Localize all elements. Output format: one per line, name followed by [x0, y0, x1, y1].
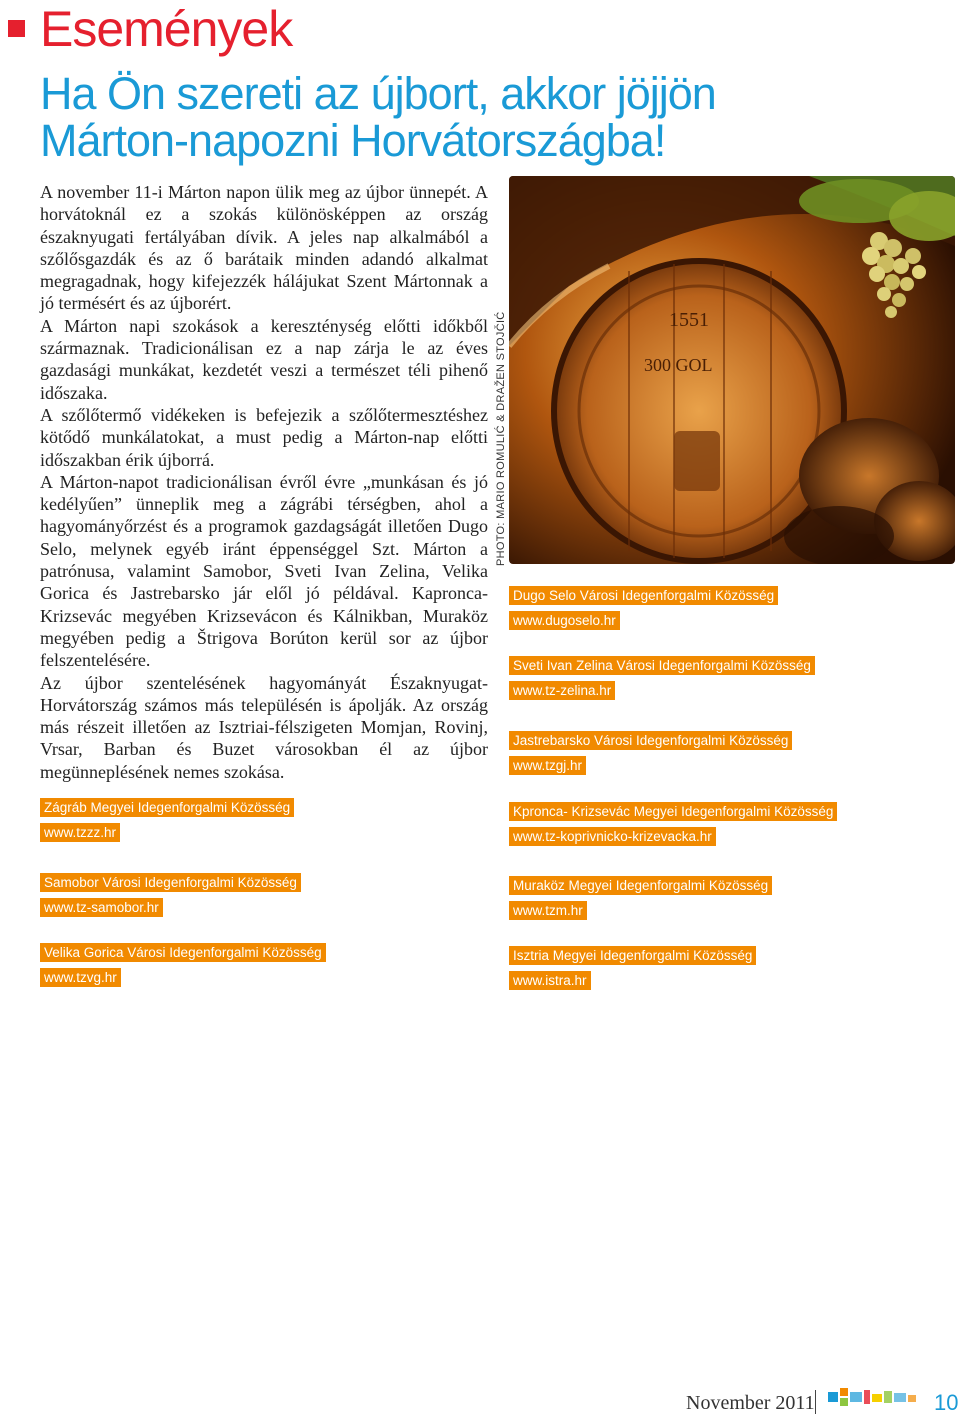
paragraph: Az újbor szentelésének hagyományát Északnyugat-Horvátország számos más településén is ápolják. Az ország más részeit illetően az Isztriai-félszigeten Momjan, Rovinj, Vrsar, Barban és Buzet városokban él az újbor megünneplésének nemes szokása.: [40, 672, 488, 782]
wine-cellar-photo: [509, 176, 955, 564]
paragraph: A november 11-i Márton napon ülik meg az újbor ünnepét. A horvátoknál ez a szokás különösképpen az ország északnyugati fertályában dívik. A jeles nap alkalmából a szőlősgazdák és az ő barátaik minden adandó alkalmat megragadnak, hogy kifejezzék hálájukat Szent Mártonnak a jó termésért és az újborért.: [40, 182, 488, 314]
org-kapronca-krizsevac: [509, 802, 837, 846]
org-jastrebarsko: [509, 731, 792, 775]
org-name: Muraköz Megyei Idegenforgalmi Közösség: [509, 876, 772, 895]
org-link[interactable]: www.istra.hr: [509, 971, 591, 990]
org-zagreb-county: [40, 798, 294, 842]
org-sveti-ivan-zelina: [509, 656, 815, 700]
org-link[interactable]: www.dugoselo.hr: [509, 611, 620, 630]
photo-credit: PHOTO: MARIO ROMULIĆ & DRAŽEN STOJČIĆ: [495, 311, 507, 566]
org-link[interactable]: www.tz-samobor.hr: [40, 898, 163, 917]
org-dugo-selo: [509, 586, 778, 630]
org-link[interactable]: www.tzvg.hr: [40, 968, 121, 987]
org-link[interactable]: www.tzzz.hr: [40, 823, 120, 842]
paragraph: A Márton-napot tradicionálisan évről évre „munkásan és jó kedélyűen” ünneplik meg a zágrábi térségben, ahol a hagyományőrzést és a programok gazdagságát illetően Dugo Selo, melynek egyéb iránt éppenséggel Szt. Márton a patrónusa, valamint Samobor, Sveti Ivan Zelina, Velika Gorica és Jastrebarsko jár elől jó példával. Kapronca-Krizsevác megyében Krizsevácon és Kálnikban, Muraköz megyében pedig a Štrigova Borúton kerül sor az újbor felszentelésére.: [40, 471, 488, 671]
section-marker: [8, 20, 25, 37]
org-samobor: [40, 873, 301, 917]
org-name: Zágráb Megyei Idegenforgalmi Közösség: [40, 798, 294, 817]
org-link[interactable]: www.tzm.hr: [509, 901, 587, 920]
org-isztria: [509, 946, 756, 990]
org-name: Kpronca- Krizsevác Megyei Idegenforgalmi Közösség: [509, 802, 837, 821]
org-name: Sveti Ivan Zelina Városi Idegenforgalmi Közösség: [509, 656, 815, 675]
barrel-year: 1551: [669, 309, 709, 331]
org-name: Jastrebarsko Városi Idegenforgalmi Közösség: [509, 731, 792, 750]
footer-divider: [815, 1390, 816, 1414]
section-title: Események: [40, 1, 293, 57]
org-velika-gorica: [40, 943, 326, 987]
org-link[interactable]: www.tz-koprivnicko-krizevacka.hr: [509, 827, 716, 846]
barrel-capacity: 300 GOL: [644, 355, 713, 375]
org-name: Isztria Megyei Idegenforgalmi Közösség: [509, 946, 756, 965]
issue-date: November 2011: [686, 1392, 815, 1414]
article-headline: Ha Ön szereti az újbort, akkor jöjjön Márton-napozni Horvátországba!: [40, 68, 716, 166]
org-name: Velika Gorica Városi Idegenforgalmi Közösség: [40, 943, 326, 962]
org-name: Dugo Selo Városi Idegenforgalmi Közösség: [509, 586, 778, 605]
paragraph: A szőlőtermő vidékeken is befejezik a szőlőtermesztéshez kötődő munkálatokat, a must pedig a Márton-nap előtti időszakban érik újborrá.: [40, 404, 488, 470]
org-murakoz: [509, 876, 772, 920]
paragraph: A Márton napi szokások a kereszténység előtti időkből származnak. Tradicionálisan ez a nap zárja le az éves gazdasági munkákat, kezdetét veszi a természet téli pihenő időszaka.: [40, 315, 488, 403]
page-number: 10: [934, 1390, 959, 1415]
org-link[interactable]: www.tzgj.hr: [509, 756, 586, 775]
magazine-logo-icon: [826, 1386, 918, 1408]
article-body: [40, 181, 488, 783]
org-link[interactable]: www.tz-zelina.hr: [509, 681, 615, 700]
org-name: Samobor Városi Idegenforgalmi Közösség: [40, 873, 301, 892]
